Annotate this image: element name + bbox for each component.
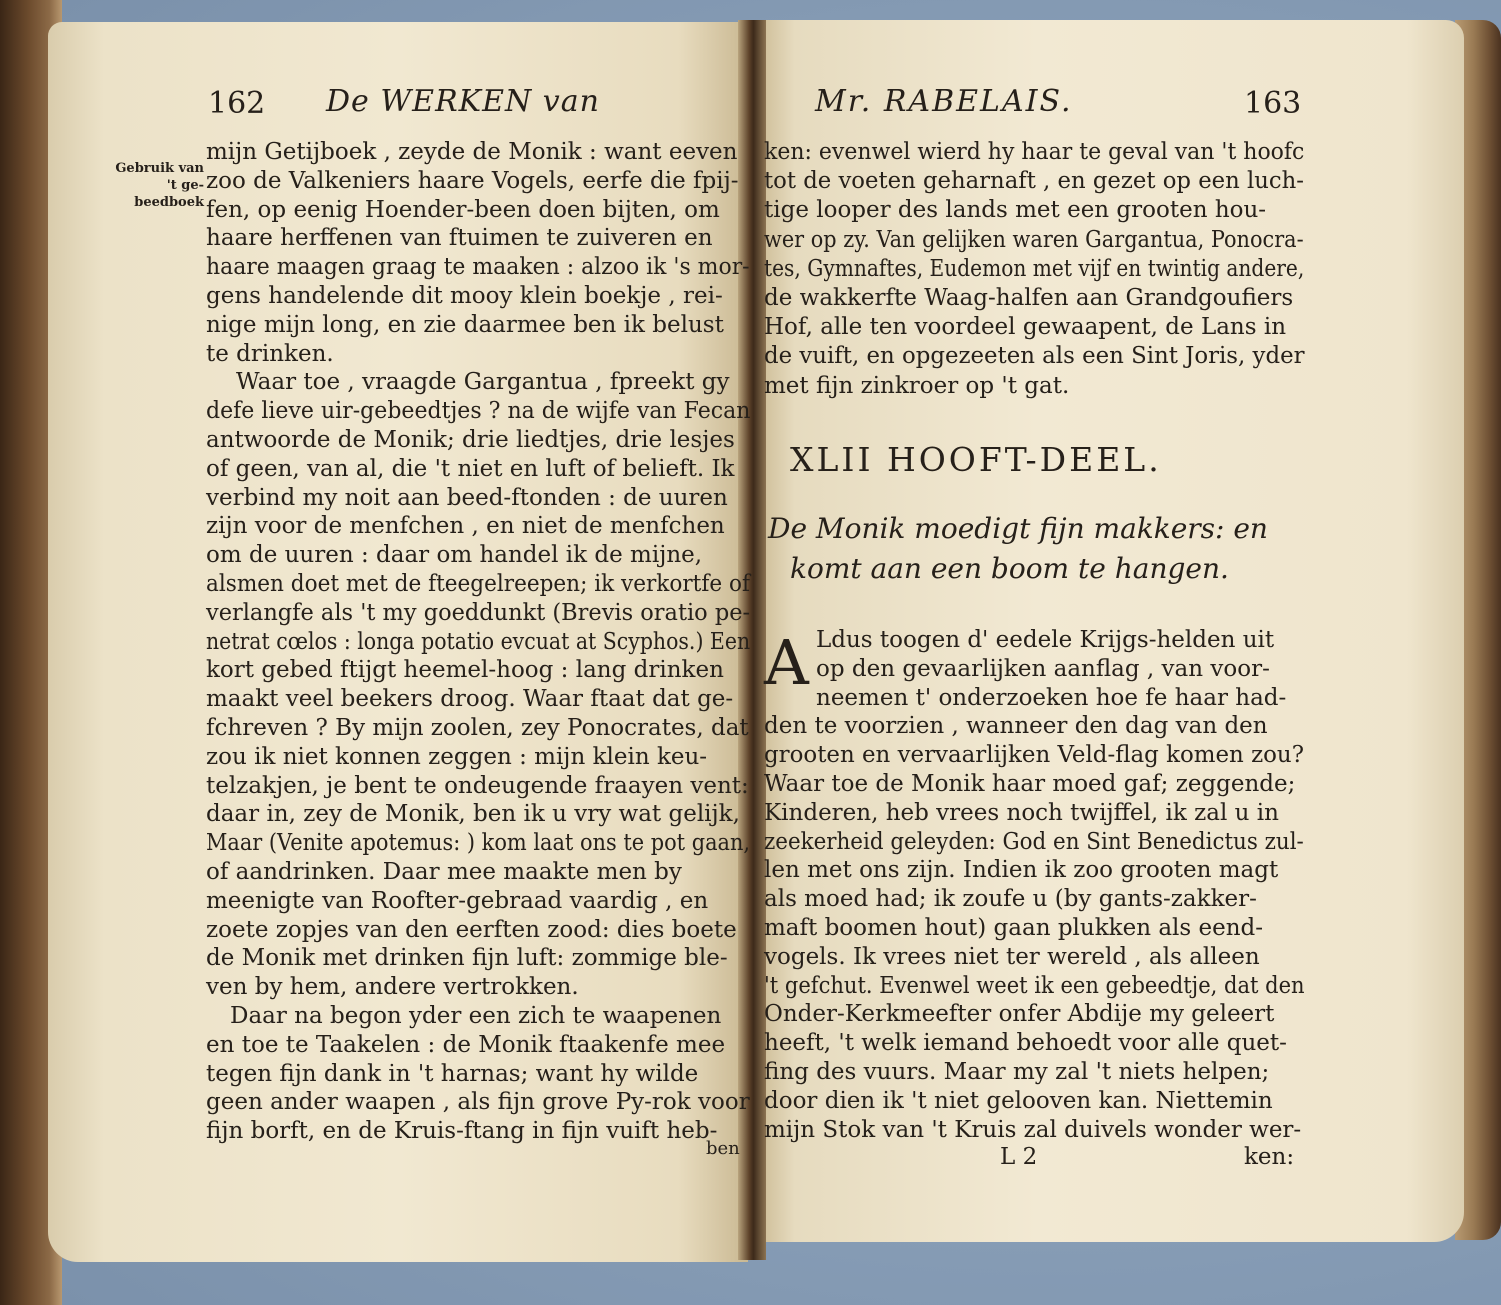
text-line: heeft, 't welk iemand behoedt voor alle quet- <box>764 1030 1287 1057</box>
text-line: neemen t' onderzoeken hoe fe haar had- <box>816 684 1287 711</box>
text-line: door dien ik 't niet gelooven kan. Niettemin <box>764 1087 1273 1114</box>
text-line: en toe te Taakelen : de Monik ftaakenfe mee <box>206 1031 726 1058</box>
text-line: de wakkerfte Waag-halfen aan Grandgoufiers <box>764 285 1294 311</box>
text-line: haare maagen graag te maaken : alzoo ik 's mor- <box>206 254 750 281</box>
text-line: zeekerheid geleyden: God en Sint Benedictus zul- <box>764 828 1304 855</box>
text-line: haare herffenen van ftuimen te zuiveren en <box>206 225 713 252</box>
text-line: de vuift, en opgezeeten als een Sint Joris, yder <box>764 343 1305 370</box>
text-line: de Monik met drinken fijn luft: zommige ble- <box>206 945 728 972</box>
text-line: mijn Getijboek , zeyde de Monik : want eeven <box>206 139 738 165</box>
text-line: Ldus toogen d' eedele Krijgs-helden uit <box>816 627 1275 653</box>
text-line: Onder-Kerkmeefter onfer Abdije my geleert <box>764 1001 1275 1028</box>
text-line: grooten en vervaarlijken Veld-flag komen zou? <box>764 742 1304 769</box>
text-line: verlangfe als 't my goeddunkt (Brevis oratio pe- <box>206 599 751 626</box>
text-line: daar in, zey de Monik, ben ik u vry wat gelijk, <box>206 801 740 828</box>
text-line: wer op zy. Van gelijken waren Gargantua, Ponocra- <box>764 226 1304 253</box>
text-line: maakt veel beekers droog. Waar ftaat dat ge- <box>206 686 734 713</box>
text-line: verbind my noit aan beed-ftonden : de uuren <box>206 484 728 511</box>
text-line: alsmen doet met de fteegelreepen; ik verkortfe of <box>206 571 750 597</box>
text-line: of aandrinken. Daar mee maakte men by <box>206 859 682 885</box>
chapter-subtitle-line-1: De Monik moedigt fijn makkers: en <box>768 512 1268 545</box>
text-line: len met ons zijn. Indien ik zoo grooten magt <box>764 857 1279 884</box>
text-line: zoo de Valkeniers haare Vogels, eerfe die fpij- <box>206 167 739 194</box>
text-line: tot de voeten geharnaft , en gezet op een luch- <box>764 168 1305 195</box>
left-page-number: 162 <box>208 86 266 121</box>
text-line: geen ander waapen , als fijn grove Py-rok voor <box>206 1089 750 1116</box>
right-page-number: 163 <box>1244 86 1302 121</box>
text-line: of geen, van al, die 't niet en luft of belieft. Ik <box>206 455 735 482</box>
text-line: meenigte van Roofter-gebraad vaardig , en <box>206 887 709 914</box>
text-line: antwoorde de Monik; drie liedtjes, drie lesjes <box>206 427 735 453</box>
text-line: Waar toe de Monik haar moed gaf; zeggende; <box>764 771 1296 797</box>
text-line: zoete zopjes van den eerften zood: dies boete <box>206 916 737 943</box>
text-line: als moed had; ik zoufe u (by gants-zakker- <box>764 886 1257 913</box>
text-line: den te voorzien , wanneer den dag van den <box>764 713 1268 740</box>
signature-mark: L 2 <box>1000 1144 1038 1170</box>
right-catchword: ken: <box>1244 1144 1295 1170</box>
text-line: Maar (Venite apotemus: ) kom laat ons te pot gaan, <box>206 830 751 857</box>
text-line: defe lieve uir-gebeedtjes ? na de wijfe van Fecan <box>206 398 751 425</box>
margin-note: Gebruik van 't ge-beedboek <box>115 161 204 210</box>
text-line: telzakjen, je bent te ondeugende fraayen vent: <box>206 772 749 799</box>
text-line: tige looper des lands met een grooten hou- <box>764 197 1267 224</box>
text-line: tegen fijn dank in 't harnas; want hy wilde <box>206 1060 699 1087</box>
text-line: fijn borft, en de Kruis-ftang in fijn vuift heb- <box>206 1118 718 1145</box>
text-line: gens handelende dit mooy klein boekje , rei- <box>206 283 723 309</box>
drop-cap: A <box>764 626 809 699</box>
text-line: Kinderen, heb vrees noch twijffel, ik zal u in <box>764 799 1279 826</box>
text-line: vogels. Ik vrees niet ter wereld , als alleen <box>764 943 1260 970</box>
text-line: te drinken. <box>206 340 334 367</box>
chapter-title: XLII HOOFT-DEEL. <box>790 440 1162 479</box>
text-line: fchreven ? By mijn zoolen, zey Ponocrates, dat <box>206 715 749 741</box>
text-line: kort gebed ftijgt heemel-hoog : lang drinken <box>206 657 724 684</box>
chapter-subtitle-line-2: komt aan een boom te hangen. <box>790 552 1229 585</box>
text-line: op den gevaarlijken aanflag , van voor- <box>816 655 1270 682</box>
text-line: ken: evenwel wierd hy haar te geval van 't hoofc <box>764 139 1305 165</box>
text-line: zijn voor de menfchen , en niet de menfchen <box>206 513 725 540</box>
text-line: om de uuren : daar om handel ik de mijne, <box>206 542 703 569</box>
text-line: fing des vuurs. Maar my zal 't niets helpen; <box>764 1059 1270 1085</box>
text-line: Waar toe , vraagde Gargantua , fpreekt gy <box>236 369 730 396</box>
right-running-head: Mr. RABELAIS. <box>815 84 1073 119</box>
text-line: netrat cœlos : longa potatio evcuat at Scyphos.) Een <box>206 628 751 655</box>
text-line: tes, Gymnaftes, Eudemon met vijf en twintig andere, <box>764 255 1305 282</box>
text-line: Hof, alle ten voordeel gewaapent, de Lans in <box>764 314 1287 341</box>
text-line: ven by hem, andere vertrokken. <box>206 974 579 1001</box>
text-line: fen, op eenig Hoender-been doen bijten, om <box>206 196 720 223</box>
left-running-head: De WERKEN van <box>326 84 600 119</box>
text-line: Daar na begon yder een zich te waapenen <box>230 1003 722 1029</box>
text-line: mijn Stok van 't Kruis zal duivels wonder wer- <box>764 1116 1302 1143</box>
text-line: maft boomen hout) gaan plukken als eend- <box>764 915 1264 941</box>
text-line: 't gefchut. Evenwel weet ik een gebeedtje, dat den <box>764 972 1305 999</box>
text-line: zou ik niet konnen zeggen : mijn klein keu- <box>206 743 708 770</box>
text-line: nige mijn long, en zie daarmee ben ik belust <box>206 311 724 338</box>
left-catchword: ben <box>706 1138 740 1159</box>
text-line: met fijn zinkroer op 't gat. <box>764 372 1070 399</box>
